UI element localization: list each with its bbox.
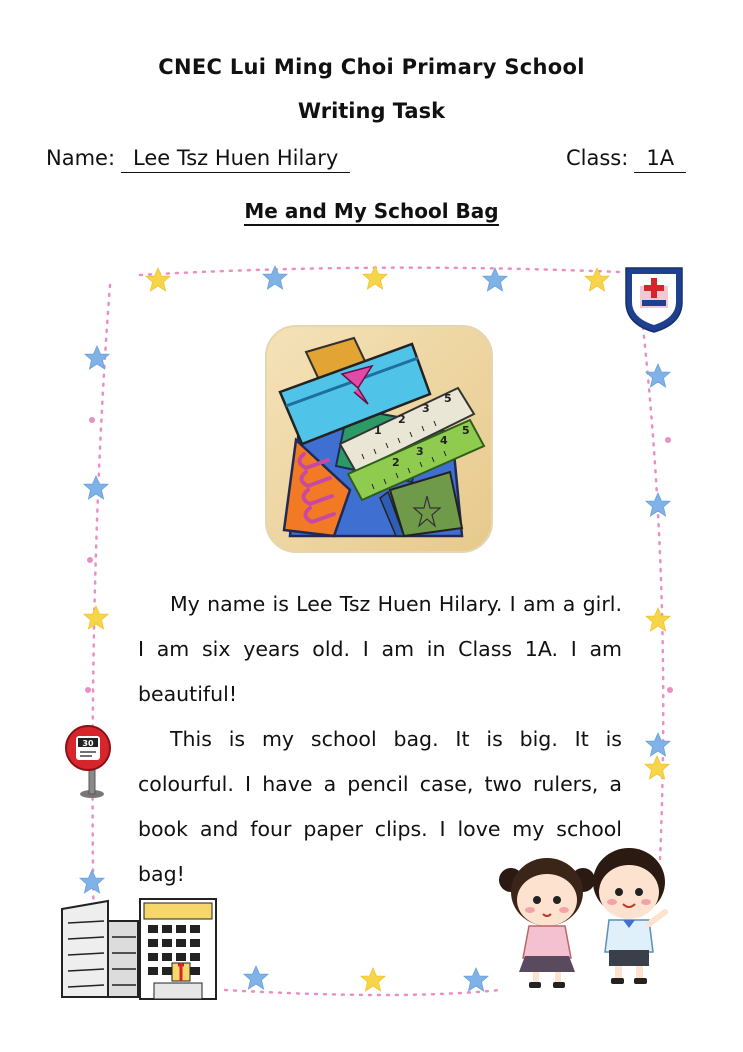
star-icon [363, 266, 387, 289]
star-icon [361, 968, 385, 991]
star-icon [483, 268, 507, 291]
star-icon [263, 266, 287, 289]
name-value: Lee Tsz Huen Hilary [121, 144, 350, 173]
school-bag-drawing [262, 322, 496, 556]
star-icon [646, 608, 670, 631]
ruler-number: 1 [374, 424, 382, 437]
dot-icon [87, 557, 93, 563]
ruler-number: 4 [440, 434, 448, 447]
class-value: 1A [634, 144, 686, 173]
dot-icon [665, 437, 671, 443]
star-icon [85, 346, 109, 369]
school-building-icon [58, 893, 220, 1003]
dot-icon [89, 417, 95, 423]
class-label: Class: [566, 146, 629, 170]
ruler-number: 2 [392, 456, 400, 469]
star-icon [146, 268, 170, 291]
children-illustration-icon [497, 840, 677, 990]
star-icon [84, 606, 108, 629]
school-badge-icon [618, 262, 690, 334]
star-icon [80, 870, 104, 893]
boy-figure [593, 848, 665, 984]
star-icon [645, 756, 669, 779]
frame-dots-right [640, 300, 663, 860]
star-icon [585, 268, 609, 291]
essay-title [0, 199, 743, 223]
frame-dots-bottom [225, 990, 500, 995]
essay-title-text: Me and My School Bag [244, 199, 498, 226]
essay-paragraph: This is my school bag. It is big. It is colourful. I have a pencil case, two rulers, a book and four paper clips. I love my school bag! [138, 727, 622, 886]
star-icon [244, 966, 268, 989]
ruler-number: 3 [422, 402, 430, 415]
star-icon [646, 493, 670, 516]
school-title: CNEC Lui Ming Choi Primary School [158, 55, 585, 79]
ruler-number: 2 [398, 413, 406, 426]
dot-icon [667, 687, 673, 693]
task-title: Writing Task [297, 99, 446, 123]
star-icon [84, 476, 108, 499]
sign-icon [60, 724, 124, 800]
star-icon [646, 733, 670, 756]
frame-dots-top [140, 268, 620, 275]
ruler-number: 5 [444, 392, 452, 405]
class-row [566, 144, 686, 173]
essay-paragraph: My name is Lee Tsz Huen Hilary. I am a girl. I am six years old. I am in Class 1A. I am beautiful! [138, 592, 622, 706]
frame-dots-left [93, 285, 110, 990]
star-icon [464, 968, 488, 991]
name-row [46, 144, 350, 173]
sign-number: 30 [82, 739, 94, 748]
ruler-number: 5 [462, 424, 470, 437]
dot-icon [85, 687, 91, 693]
name-label: Name: [46, 146, 116, 170]
ruler-number: 3 [416, 445, 424, 458]
star-icon [646, 364, 670, 387]
girl-figure [499, 858, 595, 988]
